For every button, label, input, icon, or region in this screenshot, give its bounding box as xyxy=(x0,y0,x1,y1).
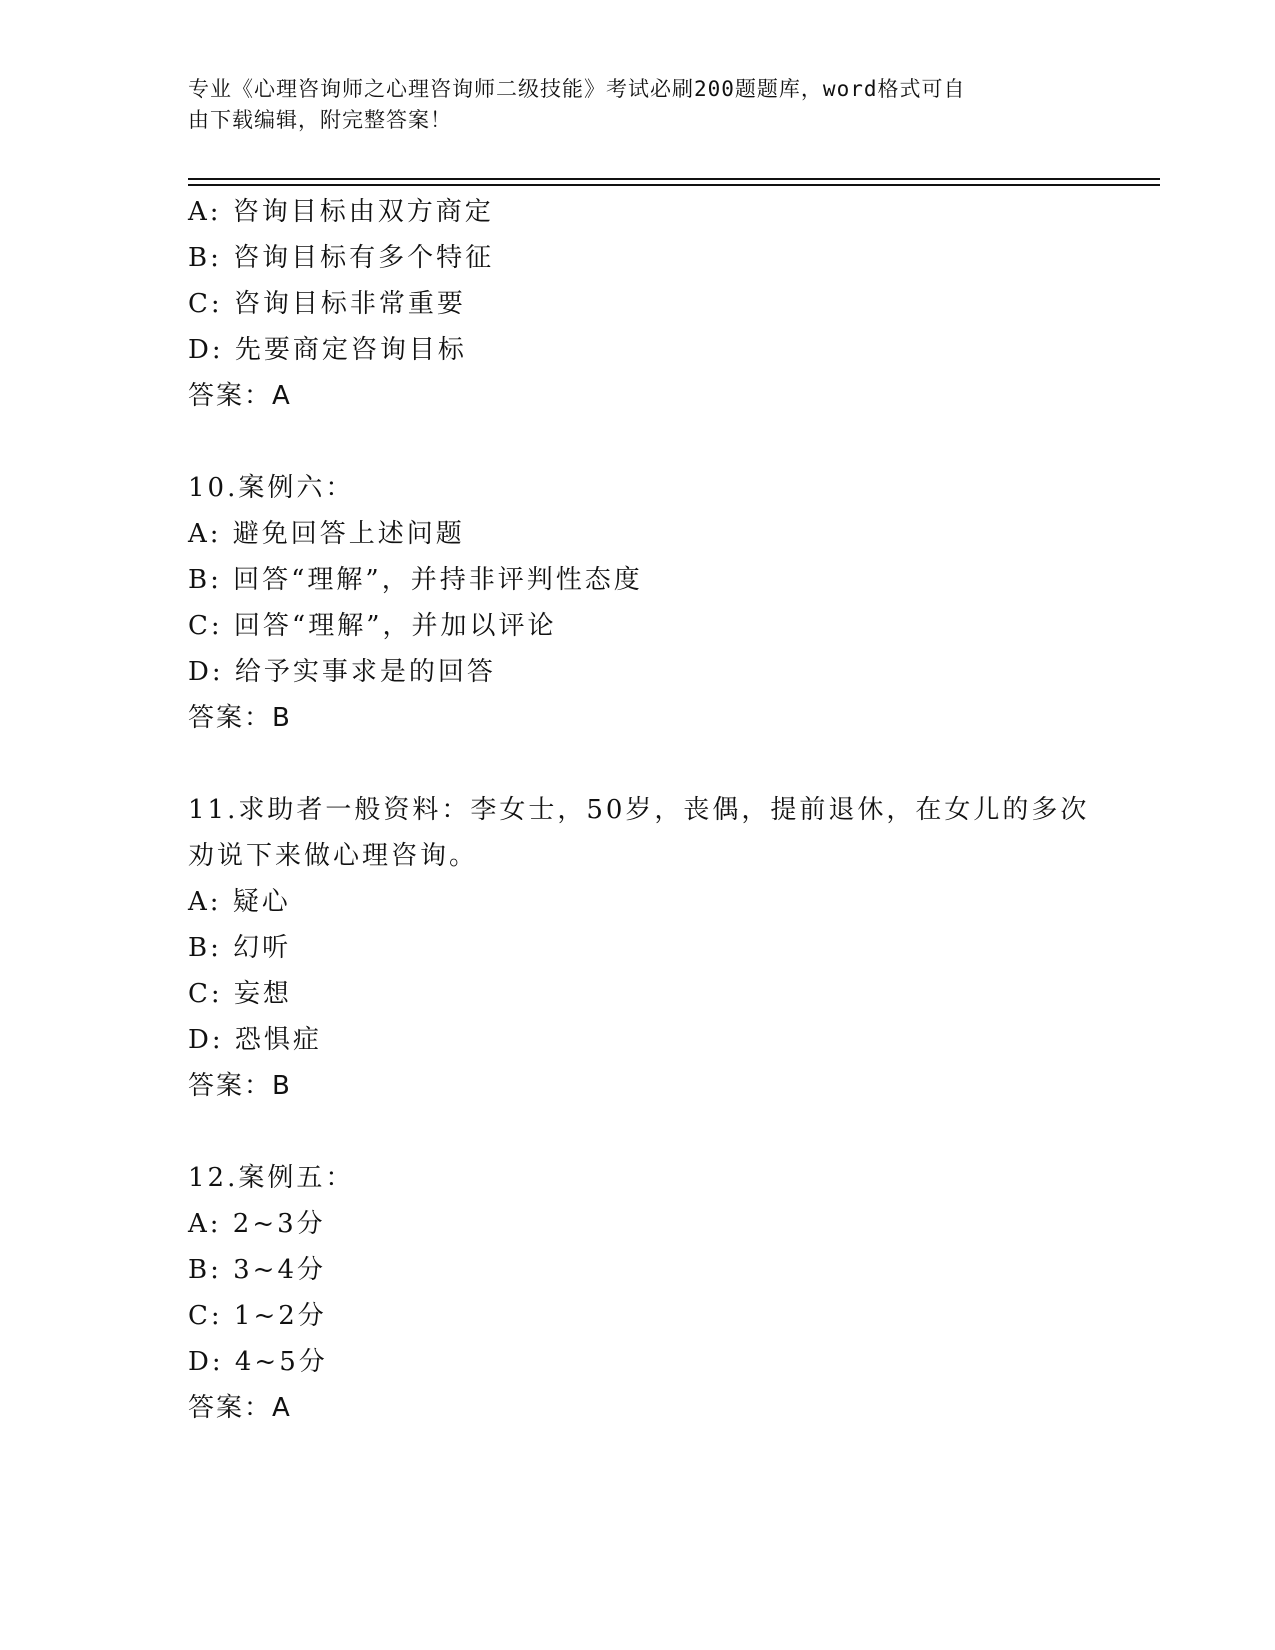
option-d: D: 给予实事求是的回答 xyxy=(188,657,496,687)
option-b: B: 咨询目标有多个特征 xyxy=(188,243,495,273)
question-title-line-2: 劝说下来做心理咨询。 xyxy=(188,841,479,871)
document-header xyxy=(188,74,1088,136)
header-divider-bottom xyxy=(188,184,1160,186)
option-c: C: 咨询目标非常重要 xyxy=(188,289,466,319)
question-list xyxy=(188,189,1148,1431)
answer-line: 答案：A xyxy=(188,381,292,411)
header-line-2: 由下载编辑，附完整答案！ xyxy=(188,108,452,132)
answer-line: 答案：B xyxy=(188,703,292,733)
question-11 xyxy=(188,787,1148,1109)
header-line-1: 专业《心理咨询师之心理咨询师二级技能》考试必刷200题题库，word格式可自 xyxy=(188,77,966,101)
question-title: 12.案例五： xyxy=(188,1163,355,1193)
option-b: B: 回答“理解”，并持非评判性态度 xyxy=(188,565,643,595)
spacer xyxy=(188,419,1148,465)
option-d: D: 4~5分 xyxy=(188,1347,328,1377)
answer-line: 答案：B xyxy=(188,1071,292,1101)
option-a: A: 疑心 xyxy=(188,887,291,917)
spacer xyxy=(188,741,1148,787)
header-divider-top xyxy=(188,178,1160,180)
answer-line: 答案：A xyxy=(188,1393,292,1423)
option-b: B: 幻听 xyxy=(188,933,292,963)
option-a: A: 2~3分 xyxy=(188,1209,326,1239)
question-title-line-1: 11.求助者一般资料：李女士，50岁，丧偶，提前退休，在女儿的多次 xyxy=(188,795,1090,825)
option-c: C: 1~2分 xyxy=(188,1301,327,1331)
question-title: 10.案例六： xyxy=(188,473,355,503)
option-c: C: 妄想 xyxy=(188,979,292,1009)
spacer xyxy=(188,1109,1148,1155)
option-a: A: 咨询目标由双方商定 xyxy=(188,197,494,227)
question-9 xyxy=(188,189,1148,419)
question-10 xyxy=(188,465,1148,741)
option-a: A: 避免回答上述问题 xyxy=(188,519,465,549)
option-c: C: 回答“理解”，并加以评论 xyxy=(188,611,557,641)
option-d: D: 先要商定咨询目标 xyxy=(188,335,467,365)
option-d: D: 恐惧症 xyxy=(188,1025,322,1055)
option-b: B: 3~4分 xyxy=(188,1255,327,1285)
question-12 xyxy=(188,1155,1148,1431)
